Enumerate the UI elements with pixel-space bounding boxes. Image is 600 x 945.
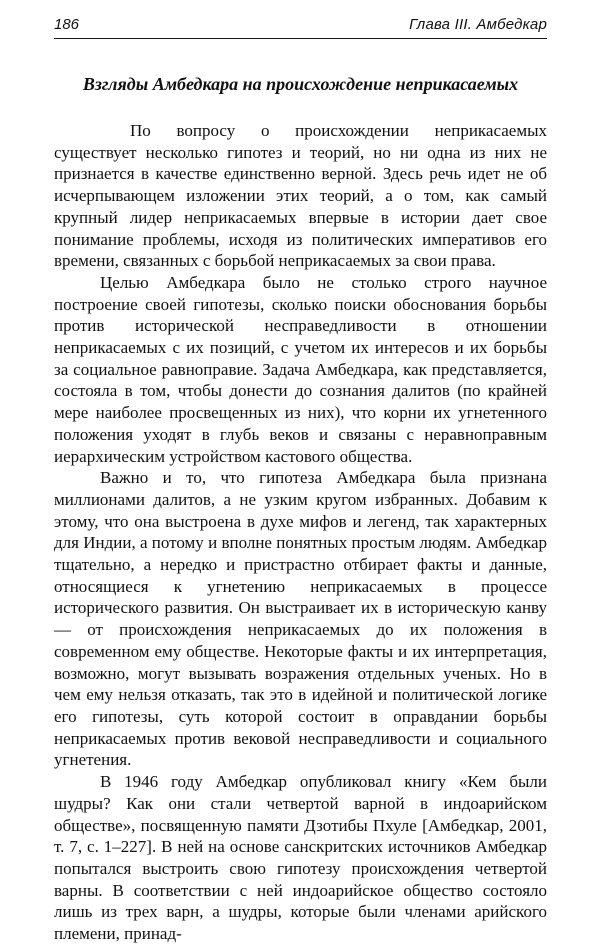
paragraph: Целью Амбедкара было не столько строго научное построение своей гипотезы, сколько поиски обоснования борьбы против исторической несправедливости в отношении неприкасаемых с их позиций, с учетом их интересов и их борьбы за социальное равноправие. Задача Амбедкара, как представляется, состояла в том, чтобы донести до сознания далитов (по крайней мере наиболее просвещенных из них), что корни их угнетенного положения уходят в глубь веков и связаны с неравноправным иерархическим устройством кастового общества. [54, 272, 547, 466]
paragraph: Важно и то, что гипотеза Амбедкара была признана миллионами далитов, а не узким кругом избранных. Добавим к этому, что она выстроена в духе мифов и легенд, так характерных для Индии, а потому и вполне понятных простым людям. Амбедкар тщательно, а нередко и пристрастно отбирает факты и данные, относящиеся к угнетению неприкасаемых в процессе исторического развития. Он выстраивает их в историческую канву — от происхождения неприкасаемых до их положения в современном ему обществе. Некоторые факты и их интерпретация, возможно, могут вызывать возражения отдельных ученых. Но в чем ему нельзя отказать, так это в идейной и политической логике его гипотезы, суть которой состоит в оправдании борьбы неприкасаемых против вековой несправедливости и социального угнетения. [54, 468, 547, 770]
paragraph: По вопросу о происхождении неприкасаемых существует несколько гипотез и теорий, но ни одна из них не признается в качестве единственно верной. Здесь речь идет не об исчерпывающем изложении этих теорий, а о том, как самый крупный лидер неприкасаемых впервые в истории дает свое понимание проблемы, исходя из политических императивов его времени, связанных с борьбой неприкасаемых за свои права. [54, 121, 547, 271]
running-header [54, 14, 547, 39]
body-text [54, 120, 547, 945]
page-number: 186 [54, 16, 80, 33]
section-title: Взгляды Амбедкара на происхождение неприкасаемых [82, 74, 519, 94]
chapter-title: Глава III. Амбедкар [409, 16, 547, 33]
paragraph: В 1946 году Амбедкар опубликовал книгу «Кем были шудры? Как они стали четвертой варной в индоарийском обществе», посвященную памяти Дзотибы Пхуле [Амбедкар, 2001, т. 7, с. 1–227]. В ней на основе санскритских источников Амбедкар попытался выстроить свою гипотезу происхождения четвертой варны. В соответствии с ней индоарийское общество состояло лишь из трех варн, а шудры, которые были членами арийского племени, принад- [54, 772, 547, 944]
